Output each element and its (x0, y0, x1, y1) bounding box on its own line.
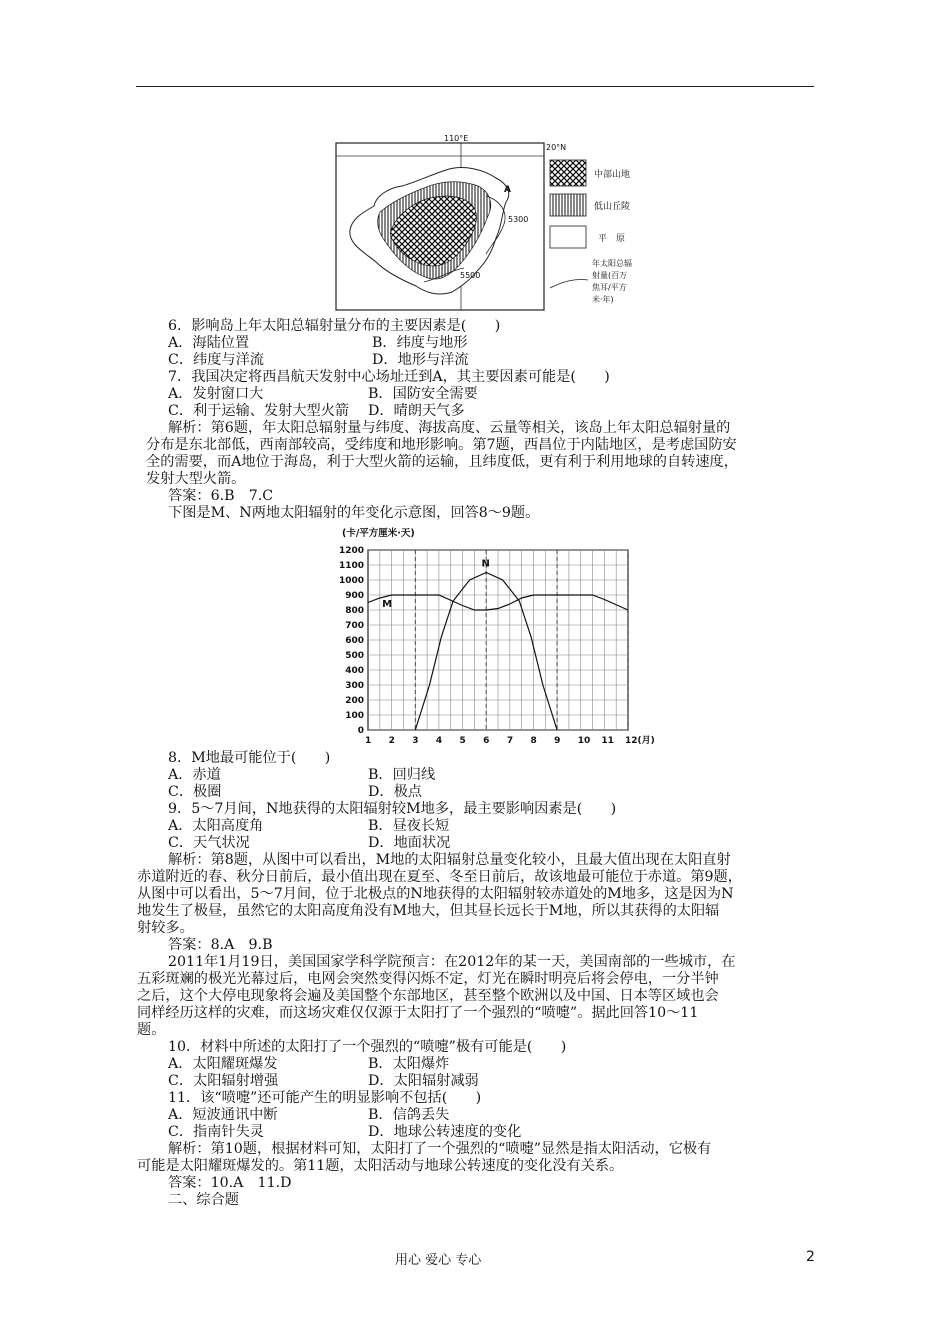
chart-ylabel: (卡/平方厘米·天) (342, 528, 415, 539)
y-tick-label: 400 (345, 666, 364, 676)
section-heading: 二、综合题 (168, 1192, 239, 1208)
x-tick-label: 9 (554, 736, 561, 746)
x-tick-label: 6 (483, 736, 490, 746)
legend-plain-label: 平 原 (598, 234, 626, 244)
isoline-5500-label: 5500 (460, 271, 481, 280)
q8-option-b: B．回归线 (368, 767, 436, 783)
q8-option-a: A．赤道 (168, 767, 221, 783)
analysis1-line: 分布是东北部低，西南部较高，受纬度和地形影响。第7题，西昌位于内陆地区，是考虑国防安 (146, 437, 737, 453)
material-line: 2011年1月19日，美国国家学科学院预言：在2012年的某一天，美国南部的一些城市，在 (168, 954, 736, 970)
q7-stem: 7．我国决定将西昌航天发射中心场址迁到A，其主要因素可能是( ) (168, 369, 610, 385)
answer1: 答案：6.B 7.C (168, 488, 274, 504)
q9-option-b: B．昼夜长短 (368, 818, 450, 834)
q10-option-b: B．太阳爆炸 (368, 1056, 450, 1072)
analysis1-line: 全的需要，而A地位于海岛，利于大型火箭的运输，且纬度低，更有利于利用地球的自转速度， (146, 454, 738, 470)
legend-isoline-label-4: 米·年) (592, 295, 614, 304)
y-tick-label: 500 (345, 651, 364, 661)
chart-y-ticks (339, 546, 364, 736)
q11-option-d: D．地球公转速度的变化 (368, 1124, 522, 1140)
q6-option-c: C．纬度与洋流 (168, 352, 264, 368)
x-tick-label: 7 (506, 736, 514, 746)
legend-isoline-label-3: 焦耳/平方 (592, 283, 627, 292)
q9-option-d: D．地面状况 (368, 835, 451, 851)
q8-stem: 8．M地最可能位于( ) (168, 750, 331, 766)
x-tick-label: 5 (459, 736, 466, 746)
analysis1-line: 发射大型火箭。 (146, 471, 246, 487)
legend-plain-swatch (550, 226, 586, 248)
analysis2-line: 射较多。 (137, 920, 194, 936)
q7-option-b: B．国防安全需要 (368, 386, 478, 402)
material-line: 之后，这个大停电现象将会遍及美国整个东部地区，甚至整个欧洲以及中国、日本等区域也会 (137, 988, 719, 1004)
q10-option-d: D．太阳辐射减弱 (368, 1073, 479, 1089)
chart-grid (368, 550, 628, 730)
page-number: 2 (806, 1249, 815, 1265)
analysis2-line: 地发生了极昼，虽然它的太阳高度角没有M地大，但其昼长远长于M地，所以其获得的太阳辐 (137, 903, 720, 919)
x-tick-label: 11 (601, 736, 614, 746)
legend-hills-label: 低山丘陵 (594, 202, 631, 212)
y-tick-label: 100 (345, 711, 364, 721)
material-line: 同样经历这样的灾难，而这场灾难仅仅源于太阳打了一个强烈的“喷嚏”。据此回答10～11 (137, 1005, 699, 1021)
legend-isoline-label-2: 射量(百万 (592, 271, 628, 280)
island-map (336, 136, 666, 316)
analysis1-line: 解析：第6题，年太阳总辐射量与纬度、海拔高度、云量等相关，该岛上年太阳总辐射量的 (168, 420, 731, 436)
q6-stem: 6．影响岛上年太阳总辐射量分布的主要因素是( ) (168, 318, 501, 334)
series-m-label: M (382, 599, 393, 610)
chart-x-ticks (365, 735, 655, 746)
q6-option-a: A．海陆位置 (168, 335, 250, 351)
q9-stem: 9．5～7月间，N地获得的太阳辐射较M地多，最主要影响因素是( ) (168, 801, 617, 817)
y-tick-label: 1200 (338, 546, 364, 556)
answer3: 答案：10.A 11.D (168, 1175, 292, 1191)
q11-option-a: A．短波通讯中断 (168, 1107, 278, 1123)
x-tick-label: 3 (412, 736, 419, 746)
q7-option-d: D．晴朗天气多 (368, 403, 465, 419)
legend-isoline-label-1: 年太阳总辐 (592, 259, 632, 268)
intro2: 下图是M、N两地太阳辐射的年变化示意图，回答8～9题。 (168, 505, 540, 521)
analysis3-line: 可能是太阳耀斑爆发的。第11题，太阳活动与地球公转速度的变化没有关系。 (137, 1158, 624, 1174)
q7-option-a: A．发射窗口大 (168, 386, 264, 402)
series-n-label: N (481, 558, 490, 570)
analysis2-line: 赤道附近的春、秋分日前后，最小值出现在夏至、冬至日前后，故该地最可能位于赤道。第9题， (137, 869, 742, 885)
analysis2-line: 解析：第8题，从图中可以看出，M地的太阳辐射总量变化较小，且最大值出现在太阳直射 (168, 852, 731, 868)
point-a-label: A (504, 185, 511, 195)
y-tick-label: 600 (345, 636, 364, 646)
x-tick-label: 12(月) (625, 736, 655, 746)
y-tick-label: 300 (345, 681, 364, 691)
q9-option-c: C．天气状况 (168, 835, 250, 851)
q8-option-c: C．极圈 (168, 784, 222, 800)
page-footer: 用心 爱心 专心 (395, 1253, 482, 1268)
q10-option-a: A．太阳耀斑爆发 (168, 1056, 278, 1072)
q8-option-d: D．极点 (368, 784, 422, 800)
q11-stem: 11．该“喷嚏”还可能产生的明显影响不包括( ) (168, 1090, 482, 1106)
x-tick-label: 4 (435, 736, 443, 746)
q7-option-c: C．利于运输、发射大型火箭 (168, 403, 350, 419)
legend-isoline-sample (550, 279, 588, 288)
legend-mountain-swatch (550, 160, 586, 186)
longitude-label: 110°E (444, 134, 469, 143)
y-tick-label: 800 (345, 606, 364, 616)
x-tick-label: 2 (388, 736, 395, 746)
latitude-label: 20°N (546, 143, 567, 152)
material-line: 题。 (137, 1022, 166, 1038)
analysis3-line: 解析：第10题，根据材料可知，太阳打了一个强烈的“喷嚏”显然是指太阳活动，它极有 (168, 1141, 712, 1157)
answer2: 答案：8.A 9.B (168, 937, 273, 953)
header-rule (136, 86, 814, 87)
y-tick-label: 1100 (338, 561, 364, 571)
isoline-5300-label: 5300 (508, 215, 529, 224)
y-tick-label: 900 (345, 591, 364, 601)
material-line: 五彩斑斓的极光光幕过后，电网会突然变得闪烁不定，灯光在瞬时明亮后将会停电，一分半钟 (137, 971, 719, 987)
y-tick-label: 200 (345, 696, 364, 706)
q9-option-a: A．太阳高度角 (168, 818, 264, 834)
q6-option-b: B．纬度与地形 (372, 335, 468, 351)
y-tick-label: 700 (345, 621, 364, 631)
q10-option-c: C．太阳辐射增强 (168, 1073, 279, 1089)
x-tick-label: 8 (530, 736, 537, 746)
q6-option-d: D．地形与洋流 (372, 352, 469, 368)
q11-option-c: C．指南针失灵 (168, 1124, 264, 1140)
q11-option-b: B．信鸽丢失 (368, 1107, 450, 1123)
y-tick-label: 0 (357, 726, 364, 736)
analysis2-line: 从图中可以看出，5～7月间，位于北极点的N地获得的太阳辐射较赤道处的M地多，这是因为N (137, 886, 734, 902)
x-tick-label: 1 (365, 736, 372, 746)
y-tick-label: 1000 (338, 576, 364, 586)
q10-stem: 10．材料中所述的太阳打了一个强烈的“喷嚏”极有可能是( ) (168, 1039, 567, 1055)
legend-hills-swatch (550, 194, 586, 216)
radiation-chart (336, 524, 655, 746)
x-tick-label: 10 (577, 736, 591, 746)
legend-mountain-label: 中部山地 (594, 170, 631, 180)
